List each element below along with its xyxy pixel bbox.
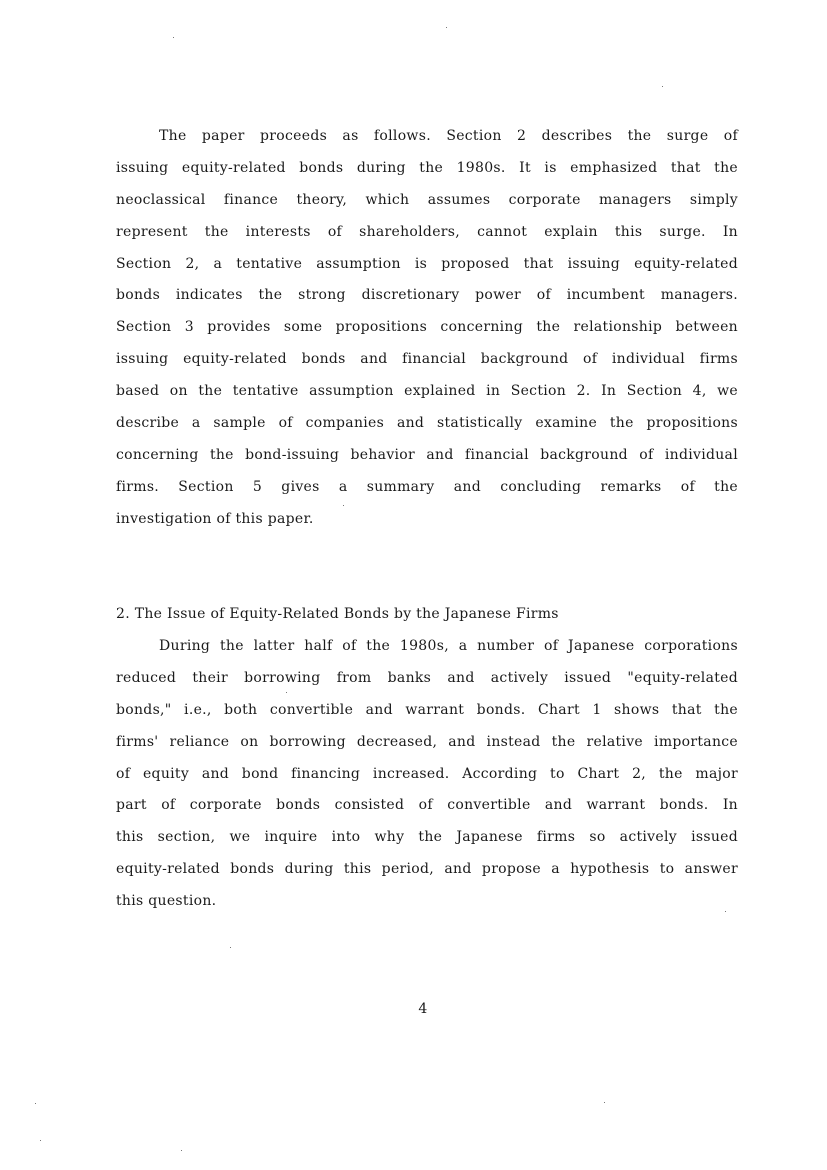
intro-line: issuing equity-related bonds and financial background of individual firms xyxy=(116,351,738,368)
scan-speck xyxy=(181,1150,182,1151)
intro-line: concerning the bond-issuing behavior and financial background of individual xyxy=(116,446,738,463)
section-heading: 2. The Issue of Equity-Related Bonds by the Japanese Firms xyxy=(116,606,559,622)
scan-speck xyxy=(662,86,663,87)
intro-line: Section 3 provides some propositions concerning the relationship between xyxy=(116,319,738,336)
section-line: reduced their borrowing from banks and actively issued "equity-related xyxy=(116,669,738,686)
section-line: this question. xyxy=(116,893,217,910)
section-line: bonds," i.e., both convertible and warrant bonds. Chart 1 shows that the xyxy=(116,701,738,718)
scan-speck xyxy=(604,1102,605,1103)
scan-speck xyxy=(230,947,231,948)
intro-line: firms. Section 5 gives a summary and concluding remarks of the xyxy=(116,478,738,495)
section-paragraph xyxy=(116,636,738,923)
section-line: part of corporate bonds consisted of convertible and warrant bonds. In xyxy=(116,797,738,814)
section-line: of equity and bond financing increased. According to Chart 2, the major xyxy=(116,765,738,782)
intro-line: neoclassical finance theory, which assumes corporate managers simply xyxy=(116,191,738,208)
scan-speck xyxy=(446,27,447,28)
intro-paragraph xyxy=(116,126,738,541)
intro-line: represent the interests of shareholders, cannot explain this surge. In xyxy=(116,223,738,240)
intro-line: The paper proceeds as follows. Section 2 describes the surge of xyxy=(159,128,738,144)
intro-line: investigation of this paper. xyxy=(116,510,314,527)
scan-speck xyxy=(343,505,344,506)
intro-line: Section 2, a tentative assumption is proposed that issuing equity-related xyxy=(116,255,738,272)
scan-speck xyxy=(173,37,174,38)
scan-speck xyxy=(35,1103,36,1104)
section-line: During the latter half of the 1980s, a number of Japanese corporations xyxy=(159,638,738,654)
scan-speck xyxy=(286,692,287,693)
intro-line: issuing equity-related bonds during the 1980s. It is emphasized that the xyxy=(116,159,738,176)
intro-line: bonds indicates the strong discretionary power of incumbent managers. xyxy=(116,287,738,304)
intro-line: based on the tentative assumption explained in Section 2. In Section 4, we xyxy=(116,383,738,400)
scan-speck xyxy=(725,911,726,912)
section-line: equity-related bonds during this period, and propose a hypothesis to answer xyxy=(116,861,738,878)
section-line: this section, we inquire into why the Japanese firms so actively issued xyxy=(116,829,738,846)
intro-line: describe a sample of companies and statistically examine the propositions xyxy=(116,415,738,432)
scan-speck xyxy=(40,1140,41,1141)
section-line: firms' reliance on borrowing decreased, and instead the relative importance xyxy=(116,733,738,750)
page-number: 4 xyxy=(418,1001,428,1017)
